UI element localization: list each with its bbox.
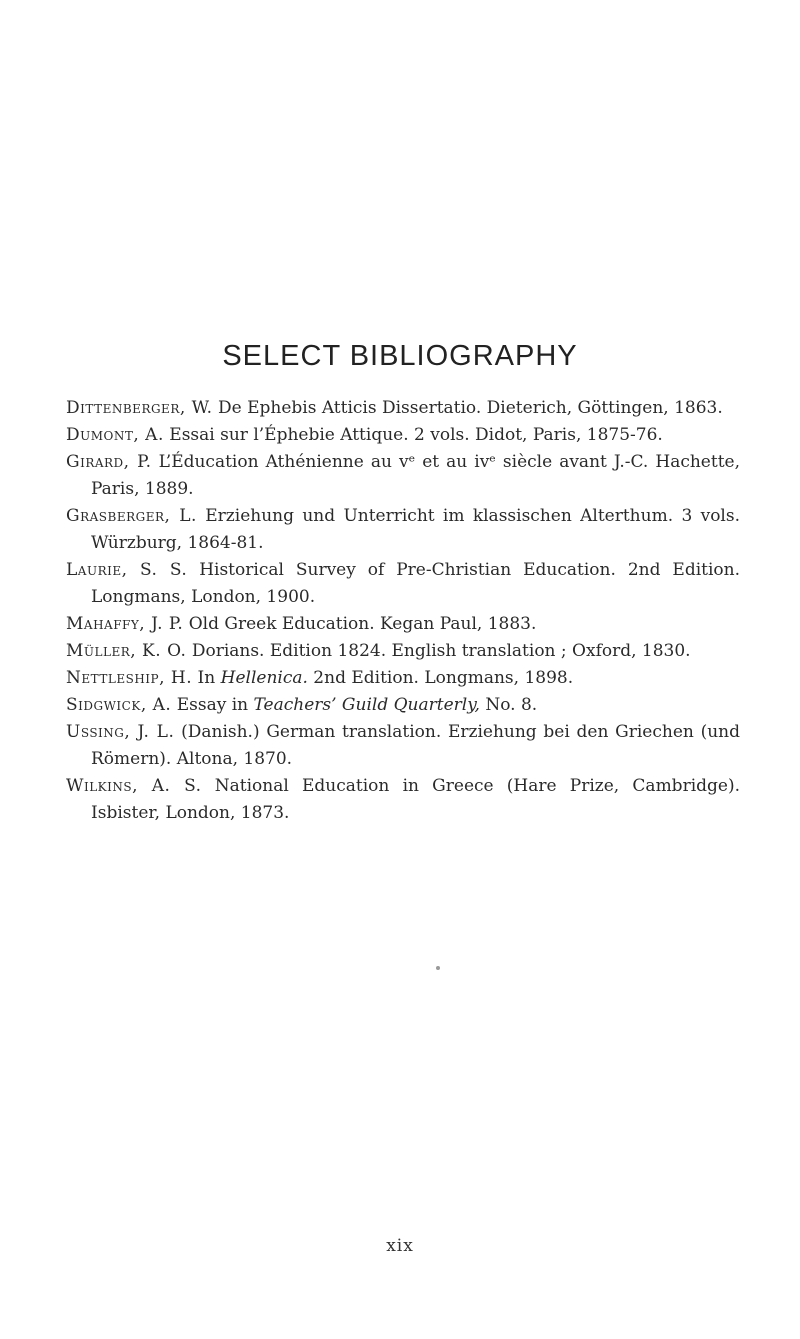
entry-text: De Ephebis Atticis Dissertatio. Dieterich, Göttingen, 1863. bbox=[212, 398, 723, 418]
entry-author: Ussing, J. L. bbox=[66, 722, 175, 742]
page-title: SELECT BIBLIOGRAPHY bbox=[222, 340, 578, 372]
entry-author: Dittenberger, W. bbox=[66, 398, 213, 418]
entry-text: Old Greek Education. Kegan Paul, 1883. bbox=[183, 614, 537, 634]
entry-italic-title: Hellenica. bbox=[220, 668, 308, 688]
entry-italic-title: Teachers’ Guild Quarterly, bbox=[253, 695, 480, 715]
entry-prefix: Essay in bbox=[171, 695, 254, 715]
entry-text: 2nd Edition. Longmans, 1898. bbox=[307, 668, 574, 688]
entry-text: Essai sur l’Éphebie Attique. 2 vols. Didot, Paris, 1875-76. bbox=[163, 425, 663, 445]
bibliography-list bbox=[66, 395, 740, 827]
entry-author: Sidgwick, A. bbox=[66, 695, 172, 715]
entry-author: Müller, K. O. bbox=[66, 641, 187, 661]
bibliography-entry bbox=[66, 692, 740, 719]
bibliography-entry bbox=[66, 503, 740, 557]
bibliography-entry bbox=[66, 422, 740, 449]
entry-author: Grasberger, L. bbox=[66, 506, 197, 526]
entry-text: (Danish.) German translation. Erziehung bei den Griechen (und Römern). Altona, 1870. bbox=[91, 722, 740, 769]
entry-prefix: In bbox=[192, 668, 221, 688]
entry-text: National Education in Greece (Hare Prize, Cambridge). Isbister, London, 1873. bbox=[91, 776, 740, 823]
bibliography-entry bbox=[66, 773, 740, 827]
entry-text: L’Éducation Athénienne au vᵉ et au ivᵉ siècle avant J.-C. Hachette, Paris, 1889. bbox=[91, 452, 740, 499]
bibliography-entry bbox=[66, 719, 740, 773]
entry-text: Historical Survey of Pre-Christian Education. 2nd Edition. Longmans, London, 1900. bbox=[91, 560, 740, 607]
entry-author: Laurie, S. S. bbox=[66, 560, 188, 580]
entry-text: Erziehung und Unterricht im klassischen Alterthum. 3 vols. Würzburg, 1864-81. bbox=[91, 506, 740, 553]
entry-text: Dorians. Edition 1824. English translation ; Oxford, 1830. bbox=[186, 641, 691, 661]
entry-author: Nettleship, H. bbox=[66, 668, 193, 688]
entry-author: Wilkins, A. S. bbox=[66, 776, 202, 796]
bibliography-entry bbox=[66, 611, 740, 638]
paper-speck bbox=[436, 966, 440, 970]
entry-author: Girard, P. bbox=[66, 452, 152, 472]
entry-text: No. 8. bbox=[479, 695, 538, 715]
entry-author: Mahaffy, J. P. bbox=[66, 614, 184, 634]
bibliography-entry bbox=[66, 557, 740, 611]
page-number: xix bbox=[386, 1236, 414, 1256]
bibliography-entry bbox=[66, 395, 740, 422]
entry-author: Dumont, A. bbox=[66, 425, 164, 445]
bibliography-entry bbox=[66, 665, 740, 692]
bibliography-entry bbox=[66, 638, 740, 665]
bibliography-entry bbox=[66, 449, 740, 503]
